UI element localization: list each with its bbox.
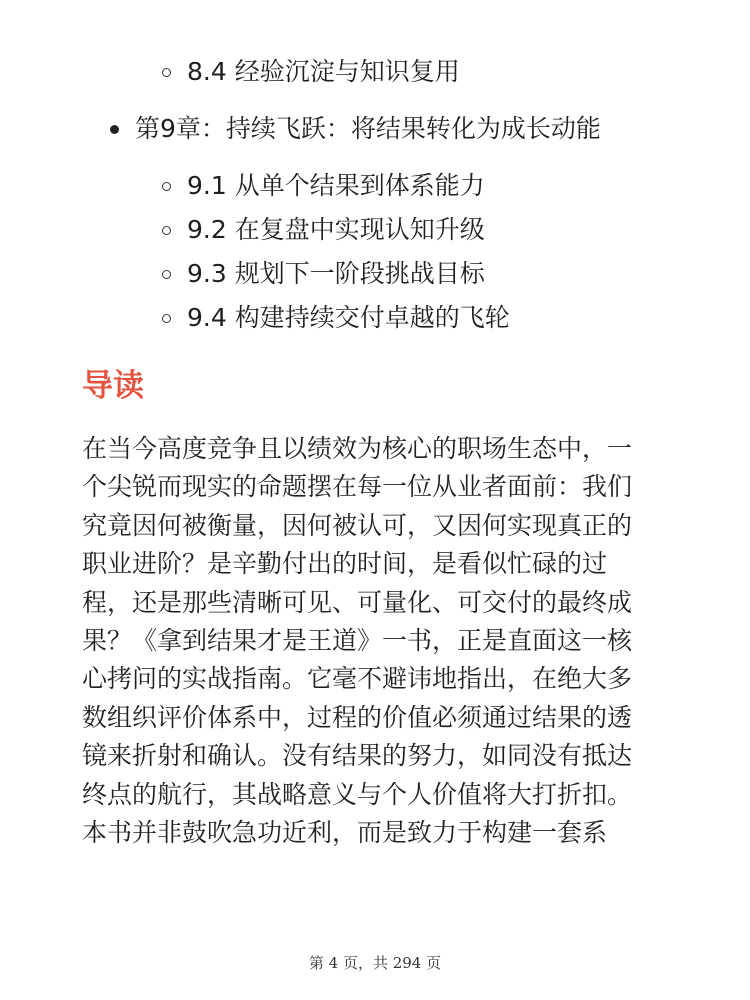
paragraph-line: 果？《拿到结果才是王道》一书，正是直面这一核 [82, 625, 633, 655]
section-heading: 导读 [82, 368, 144, 404]
hollow-bullet-icon [162, 226, 171, 235]
toc-item-text: 8.4 经验沉淀与知识复用 [187, 57, 460, 86]
toc-item-text: 9.1 从单个结果到体系能力 [187, 171, 485, 200]
paragraph-line: 镜来折射和确认。没有结果的努力，如同没有抵达 [82, 741, 633, 771]
hollow-bullet-icon [162, 68, 171, 77]
toc-item-9-2 [162, 215, 485, 245]
toc-item-9-3 [162, 259, 485, 289]
hollow-bullet-icon [162, 182, 171, 191]
hollow-bullet-icon [162, 314, 171, 323]
paragraph-line: 本书并非鼓吹急功近利，而是致力于构建一套系 [82, 817, 608, 847]
toc-item-text: 9.2 在复盘中实现认知升级 [187, 215, 485, 244]
hollow-bullet-icon [162, 270, 171, 279]
page-number-footer: 第 4 页，共 294 页 [308, 954, 442, 972]
solid-bullet-icon [110, 125, 119, 134]
paragraph-line: 在当今高度竞争且以绩效为核心的职场生态中，一 [82, 434, 633, 463]
paragraph-line: 职业进阶？是辛勤付出的时间，是看似忙碌的过 [82, 549, 608, 579]
toc-item-9-1 [162, 171, 485, 201]
paragraph-line: 个尖锐而现实的命题摆在每一位从业者面前：我们 [82, 472, 633, 502]
paragraph-line: 程，还是那些清晰可见、可量化、可交付的最终成 [82, 587, 633, 617]
paragraph-line: 终点的航行，其战略意义与个人价值将大打折扣。 [82, 779, 633, 809]
toc-item-text: 9.3 规划下一阶段挑战目标 [187, 259, 485, 288]
paragraph-line: 心拷问的实战指南。它毫不避讳地指出，在绝大多 [82, 664, 633, 694]
toc-chapter-text: 第9章：持续飞跃：将结果转化为成长动能 [135, 114, 601, 143]
paragraph-line: 数组织评价体系中，过程的价值必须通过结果的透 [82, 702, 633, 732]
section-body [82, 430, 682, 852]
toc-item-8-4 [162, 57, 460, 87]
toc-item-9-4 [162, 303, 510, 333]
paragraph-line: 究竟因何被衡量，因何被认可，又因何实现真正的 [82, 510, 633, 540]
toc-chapter-9 [110, 114, 601, 144]
toc-item-text: 9.4 构建持续交付卓越的飞轮 [187, 303, 510, 332]
